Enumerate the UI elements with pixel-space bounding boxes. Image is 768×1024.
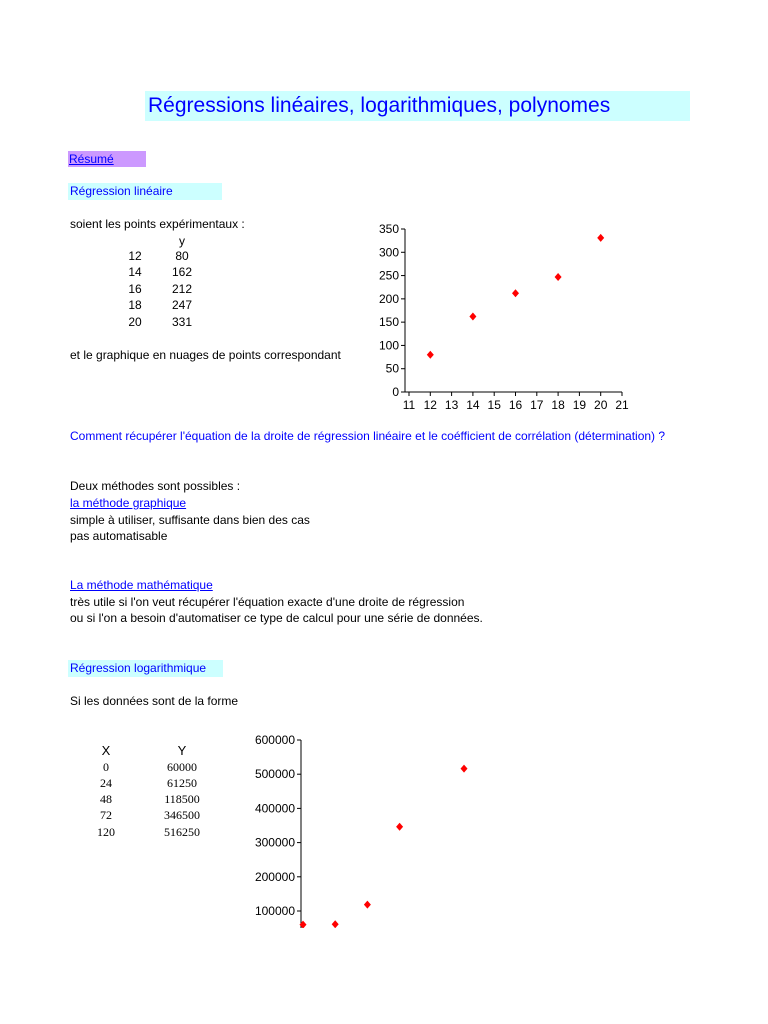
y-tick-label: 300 <box>378 245 399 260</box>
table-cell-x: 120 <box>97 825 115 839</box>
table-cell-y: 80 <box>175 249 189 263</box>
table-cell-y: 346500 <box>164 808 200 822</box>
table-cell-x: 12 <box>128 249 142 263</box>
data-point <box>469 313 476 321</box>
table-cell-x: 24 <box>100 776 112 790</box>
page-title: Régressions linéaires, logarithmiques, polynomes <box>145 91 690 121</box>
data-point <box>555 273 562 281</box>
y-tick-label: 200 <box>378 291 399 306</box>
y-tick-label: 50 <box>385 361 399 376</box>
x-tick-label: 12 <box>423 398 437 412</box>
graphic-method-desc-1: simple à utiliser, suffisante dans bien des cas <box>70 513 310 527</box>
linear-y-header: y <box>179 234 185 248</box>
data-point <box>461 765 468 773</box>
table-cell-y: 212 <box>171 282 193 296</box>
x-tick-label: 21 <box>615 398 629 412</box>
data-point <box>597 234 604 242</box>
x-tick-label: 18 <box>551 398 565 412</box>
log-intro: Si les données sont de la forme <box>70 694 239 708</box>
methods-intro: Deux méthodes sont possibles : <box>70 479 241 493</box>
math-method-link[interactable]: La méthode mathématique <box>70 578 213 592</box>
graphic-method-link[interactable]: la méthode graphique <box>70 496 187 510</box>
linear-regression-heading: Régression linéaire <box>68 183 222 200</box>
table-cell-x: 16 <box>128 282 142 296</box>
linear-scatter-chart <box>360 215 650 420</box>
y-tick-label: 400000 <box>254 801 295 816</box>
x-tick-label: 19 <box>572 398 587 412</box>
table-cell-y: 162 <box>171 265 193 279</box>
y-tick-label: 100000 <box>254 904 295 918</box>
regression-question: Comment récupérer l'équation de la droite de régression linéaire et le coéfficient de corrélation (détermination) ? <box>70 429 666 443</box>
resume-link[interactable]: Résumé <box>68 151 146 167</box>
y-tick-label: 100 <box>378 338 399 353</box>
x-tick-label: 16 <box>508 398 523 412</box>
table-cell-x: 48 <box>100 792 112 806</box>
math-method-desc-1: très utile si l'on veut récupérer l'équation exacte d'une droite de régression <box>70 595 465 609</box>
x-tick-label: 20 <box>594 398 608 412</box>
x-tick-label: 17 <box>530 398 544 412</box>
graphic-method-desc-2: pas automatisable <box>70 529 168 543</box>
data-point <box>427 351 434 359</box>
table-cell-x: 14 <box>128 265 142 279</box>
x-tick-label: 15 <box>487 398 501 412</box>
data-point <box>512 289 519 297</box>
y-tick-label: 350 <box>378 222 399 236</box>
table-cell-y: 61250 <box>167 776 197 790</box>
y-tick-label: 200000 <box>254 869 295 884</box>
table-cell-x: 72 <box>100 808 112 822</box>
math-method-desc-2: ou si l'on a besoin d'automatiser ce type de calcul pour une série de données. <box>70 611 483 625</box>
log-scatter-chart <box>245 730 505 928</box>
table-cell-y: 118500 <box>164 792 200 806</box>
y-tick-label: 0 <box>392 385 399 399</box>
table-cell-y: 247 <box>171 298 193 312</box>
data-point <box>332 920 339 928</box>
linear-intro: soient les points expérimentaux : <box>70 217 245 231</box>
table-cell-y: 516250 <box>164 825 200 839</box>
log-x-header: X <box>101 743 111 758</box>
table-cell-x: 20 <box>128 315 142 329</box>
graph-caption: et le graphique en nuages de points correspondant <box>70 348 341 362</box>
y-tick-label: 250 <box>378 268 399 283</box>
y-tick-label: 300000 <box>254 835 295 850</box>
data-point <box>364 901 371 909</box>
x-tick-label: 13 <box>444 398 459 412</box>
table-cell-y: 60000 <box>167 760 197 774</box>
table-cell-x: 0 <box>103 760 109 774</box>
table-cell-y: 331 <box>171 315 193 329</box>
log-y-header: Y <box>177 743 187 758</box>
x-tick-label: 11 <box>402 398 416 412</box>
data-point <box>396 823 403 831</box>
y-tick-label: 500000 <box>254 767 295 782</box>
y-tick-label: 600000 <box>254 733 295 747</box>
y-tick-label: 150 <box>378 315 399 330</box>
log-regression-heading: Régression logarithmique <box>68 660 223 677</box>
table-cell-x: 18 <box>128 298 142 312</box>
x-tick-label: 14 <box>466 398 480 412</box>
